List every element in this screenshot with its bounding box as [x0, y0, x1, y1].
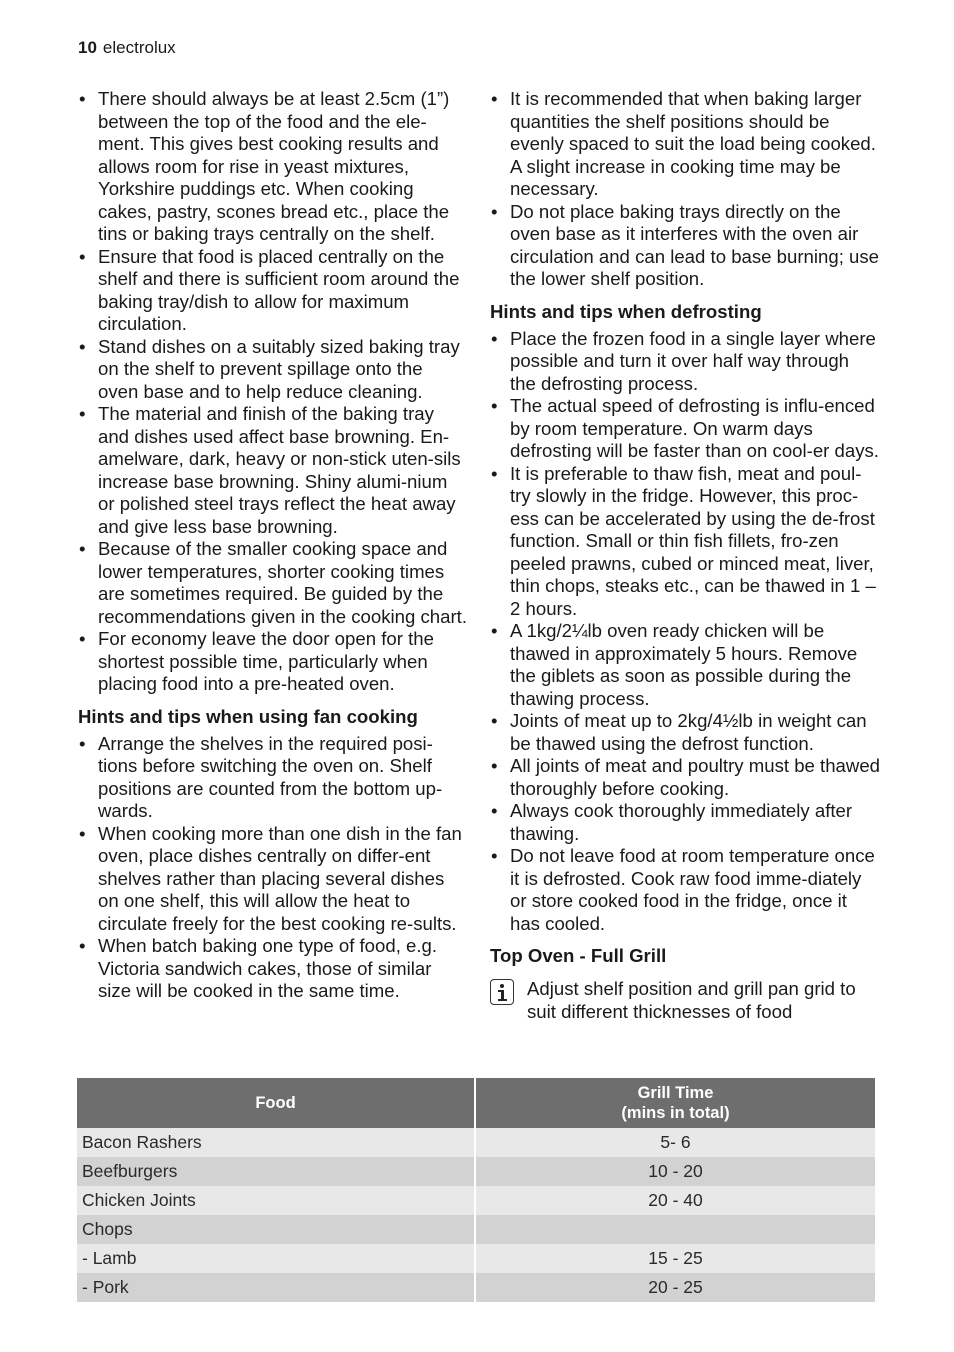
list-item: • Arrange the shelves in the required posi-tions before switching the oven on. Shelf positions are counted from the bottom up-wards. [78, 733, 468, 823]
list-item: • It is recommended that when baking larger quantities the shelf positions should be evenly spaced to suit the load being cooked. A slight increase in cooking time may be necessary. [490, 88, 880, 201]
time-cell: 10 - 20 [475, 1157, 875, 1186]
table-header-row [77, 1078, 875, 1128]
food-cell: - Pork [77, 1273, 475, 1302]
grill-note-text: Adjust shelf position and grill pan grid to suit different thicknesses of food [527, 978, 856, 1022]
list-item: • It is preferable to thaw fish, meat and poul-try slowly in the fridge. However, this proc-ess can be accelerated by using the de-frost function. Small or thin fish fillets, fro-zen peeled prawns, cubed or minced meat, liver, thin chops, steaks etc., can be thawed in 1 – 2 hours. [490, 463, 880, 621]
food-cell: Chops [77, 1215, 475, 1244]
brand-name: electrolux [102, 38, 176, 57]
food-cell: - Lamb [77, 1244, 475, 1273]
table-row [77, 1273, 875, 1302]
food-column-header: Food [77, 1078, 475, 1128]
time-cell: 5- 6 [475, 1128, 875, 1157]
time-cell: 15 - 25 [475, 1244, 875, 1273]
time-cell: 20 - 40 [475, 1186, 875, 1215]
page-number: 10 [78, 38, 97, 57]
fan-cooking-list [78, 733, 468, 1003]
full-grill-heading: Top Oven - Full Grill [490, 945, 667, 966]
grill-time-column-header [475, 1078, 875, 1128]
list-item: • A 1kg/2¼lb oven ready chicken will be thawed in approximately 5 hours. Remove the giblets as soon as possible during the thawing process. [490, 620, 880, 710]
food-cell: Bacon Rashers [77, 1128, 475, 1157]
table-row [77, 1186, 875, 1215]
table-row [77, 1244, 875, 1273]
page-header [78, 38, 176, 58]
list-item: • Do not place baking trays directly on the oven base as it interferes with the oven air circulation and can lead to base burning; use the lower shelf position. [490, 201, 880, 291]
oven-tips-list [78, 88, 468, 696]
list-item: • There should always be at least 2.5cm (1”) between the top of the food and the ele-ment. This gives best cooking results and allows room for rise in yeast mixtures, Yorkshire puddings etc. When cooking cakes, pastry, scones bread etc., place the tins or baking trays centrally on the shelf. [78, 88, 468, 246]
grill-time-header-line2: (mins in total) [621, 1104, 730, 1122]
grill-time-table [77, 1078, 875, 1302]
table-row [77, 1128, 875, 1157]
list-item: • For economy leave the door open for the shortest possible time, particularly when placing food into a pre-heated oven. [78, 628, 468, 696]
table-row [77, 1215, 875, 1244]
left-column [78, 88, 468, 1003]
list-item: • Ensure that food is placed centrally on the shelf and there is sufficient room around the baking tray/dish to allow for maximum circulation. [78, 246, 468, 336]
list-item: • When cooking more than one dish in the fan oven, place dishes centrally on differ-ent shelves rather than placing several dishes on one shelf, this will allow the heat to circulate freely for the best cooking re-sults. [78, 823, 468, 936]
info-icon [490, 979, 514, 1005]
list-item: • All joints of meat and poultry must be thawed thoroughly before cooking. [490, 755, 880, 800]
list-item: • The material and finish of the baking tray and dishes used affect base browning. En-amelware, dark, heavy or non-stick uten-sils increase base browning. Shiny alumi-nium or polished steel trays reflect the heat away and give less base browning. [78, 403, 468, 538]
list-item: • Because of the smaller cooking space and lower temperatures, shorter cooking times are sometimes required. Be guided by the recommendations given in the cooking chart. [78, 538, 468, 628]
list-item: • Stand dishes on a suitably sized baking tray on the shelf to prevent spillage onto the oven base and to help reduce cleaning. [78, 336, 468, 404]
table-row [77, 1157, 875, 1186]
grill-info-note [490, 978, 880, 1023]
list-item: • When batch baking one type of food, e.g. Victoria sandwich cakes, those of similar size will be cooked in the same time. [78, 935, 468, 1003]
defrosting-heading: Hints and tips when defrosting [490, 300, 762, 322]
fan-cooking-heading: Hints and tips when using fan cooking [78, 705, 418, 727]
right-column [490, 88, 880, 1023]
list-item: • The actual speed of defrosting is influ-enced by room temperature. On warm days defrosting will be faster than on cool-er days. [490, 395, 880, 463]
time-cell: 20 - 25 [475, 1273, 875, 1302]
list-item: • Place the frozen food in a single layer where possible and turn it over half way through the defrosting process. [490, 328, 880, 396]
food-cell: Chicken Joints [77, 1186, 475, 1215]
grill-time-header-line1: Grill Time [637, 1084, 714, 1102]
time-cell [475, 1215, 875, 1244]
food-cell: Beefburgers [77, 1157, 475, 1186]
list-item: • Do not leave food at room temperature once it is defrosted. Cook raw food imme-diately or store cooked food in the fridge, once it has cooled. [490, 845, 880, 935]
list-item: • Joints of meat up to 2kg/4½lb in weight can be thawed using the defrost function. [490, 710, 880, 755]
baking-tips-list [490, 88, 880, 291]
list-item: • Always cook thoroughly immediately after thawing. [490, 800, 880, 845]
defrosting-list [490, 328, 880, 936]
